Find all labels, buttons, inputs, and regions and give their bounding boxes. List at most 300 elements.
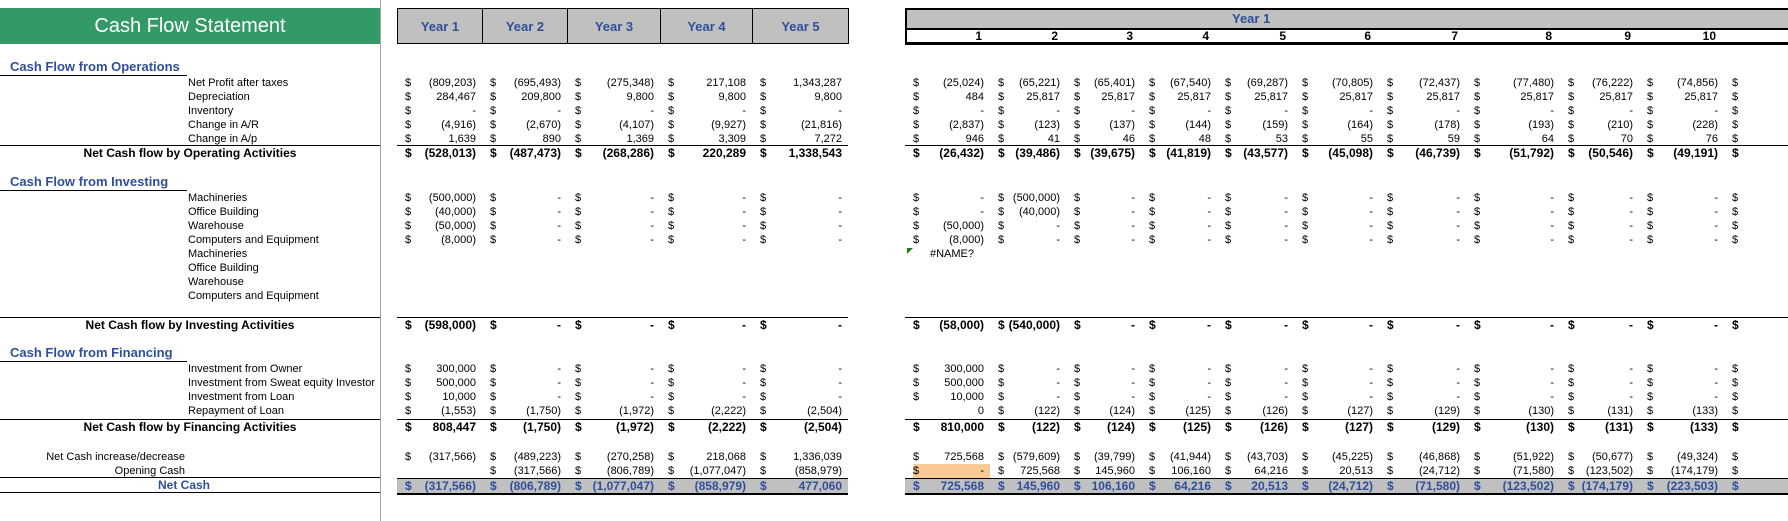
value-cell [1387, 404, 1466, 418]
value-cell [1074, 76, 1141, 90]
amount: - [650, 391, 654, 403]
currency-symbol: $ [490, 119, 497, 131]
month-header-5[interactable]: 5 [1279, 29, 1286, 43]
currency-symbol: $ [575, 465, 582, 477]
amount: 55 [1360, 133, 1373, 145]
value-cell [575, 233, 660, 247]
amount: - [1207, 363, 1211, 375]
currency-symbol: $ [1074, 377, 1081, 389]
value-cell [575, 464, 660, 478]
amount: - [980, 192, 984, 204]
currency-symbol: $ [1387, 119, 1394, 131]
currency-symbol: $ [1732, 420, 1739, 434]
currency-symbol: $ [1149, 465, 1156, 477]
amount: - [1207, 318, 1211, 332]
currency-symbol: $ [575, 234, 582, 246]
amount: (124) [1109, 405, 1135, 417]
error-value-cell[interactable]: #NAME? [930, 248, 975, 260]
month-header-9[interactable]: 9 [1624, 29, 1631, 43]
value-cell [1225, 76, 1294, 90]
currency-symbol: $ [1732, 318, 1739, 332]
currency-symbol: $ [760, 420, 767, 434]
amount: (806,789) [606, 465, 654, 477]
currency-symbol: $ [998, 405, 1005, 417]
amount: 59 [1447, 133, 1460, 145]
value-cell [998, 404, 1066, 418]
value-cell [1302, 132, 1379, 146]
value-cell [490, 404, 567, 418]
value-cell [1647, 132, 1724, 146]
row-label: Investment from Loan [188, 391, 295, 403]
value-cell [1225, 118, 1294, 132]
amount: (131) [1607, 405, 1633, 417]
value-cell [405, 146, 482, 160]
currency-symbol: $ [1568, 192, 1575, 204]
value-cell [1474, 479, 1560, 493]
monthly-period-label: Year 1 [1232, 11, 1271, 26]
amount: 70 [1620, 133, 1633, 145]
value-cell [1302, 233, 1379, 247]
amount: 7,272 [814, 133, 842, 145]
value-cell [1387, 90, 1466, 104]
currency-symbol: $ [998, 133, 1005, 145]
currency-symbol: $ [1225, 220, 1232, 232]
amount: 725,568 [1020, 465, 1060, 477]
amount: (2,222) [711, 405, 746, 417]
currency-symbol: $ [1302, 318, 1309, 332]
value-cell [1647, 362, 1724, 376]
value-cell [998, 233, 1066, 247]
amount: 76 [1705, 133, 1718, 145]
amount: (125) [1185, 405, 1211, 417]
currency-symbol: $ [668, 220, 675, 232]
row-label: Change in A/R [188, 119, 259, 131]
value-cell [913, 233, 990, 247]
currency-symbol: $ [1387, 91, 1394, 103]
currency-symbol: $ [575, 363, 582, 375]
currency-symbol: $ [760, 220, 767, 232]
currency-symbol: $ [1074, 206, 1081, 218]
amount: - [1207, 192, 1211, 204]
amount: (123) [1034, 119, 1060, 131]
amount: - [1131, 192, 1135, 204]
value-cell [405, 390, 482, 404]
currency-symbol: $ [668, 192, 675, 204]
currency-symbol: $ [1647, 391, 1654, 403]
currency-symbol: $ [668, 91, 675, 103]
year-header-label: Year 4 [687, 18, 726, 34]
value-cell [575, 191, 660, 205]
value-cell [1568, 191, 1639, 205]
amount: - [650, 377, 654, 389]
currency-symbol: $ [1149, 451, 1156, 463]
currency-symbol: $ [490, 405, 497, 417]
value-cell [1225, 205, 1294, 219]
value-cell [1074, 205, 1141, 219]
amount: - [1056, 363, 1060, 375]
currency-symbol: $ [1149, 133, 1156, 145]
month-header-10[interactable]: 10 [1702, 29, 1716, 43]
value-cell [1387, 464, 1466, 478]
net-cash-label: Net Cash [157, 478, 210, 492]
amount: (123,502) [1585, 465, 1633, 477]
currency-symbol: $ [1474, 363, 1481, 375]
amount: 145,960 [1016, 479, 1060, 493]
amount: (540,000) [1008, 318, 1060, 332]
month-header-6[interactable]: 6 [1364, 29, 1371, 43]
value-cell [913, 420, 990, 434]
year-header-2[interactable] [482, 8, 568, 44]
value-cell [1302, 205, 1379, 219]
value-cell [1225, 146, 1294, 160]
value-cell [490, 118, 567, 132]
amount: (24,712) [1328, 479, 1373, 493]
value-cell [575, 104, 660, 118]
value-cell [1474, 146, 1560, 160]
value-cell [760, 219, 848, 233]
amount: - [1629, 105, 1633, 117]
currency-symbol: $ [1302, 391, 1309, 403]
year-header-label: Year 3 [594, 18, 634, 34]
amount: - [1456, 234, 1460, 246]
error-indicator-icon[interactable] [907, 248, 913, 254]
value-cell [1387, 132, 1466, 146]
amount: (50,546) [1588, 146, 1633, 160]
amount: - [1714, 391, 1718, 403]
currency-symbol: $ [760, 234, 767, 246]
amount: (71,580) [1415, 479, 1460, 493]
value-cell [668, 464, 752, 478]
amount: (24,712) [1419, 465, 1460, 477]
currency-symbol: $ [1732, 451, 1739, 463]
amount: - [1131, 391, 1135, 403]
value-cell [405, 118, 482, 132]
currency-symbol: $ [1074, 405, 1081, 417]
amount: - [1369, 363, 1373, 375]
currency-symbol: $ [668, 318, 675, 332]
currency-symbol: $ [1225, 234, 1232, 246]
amount: (77,480) [1513, 77, 1554, 89]
value-cell [668, 90, 752, 104]
year-header-4[interactable] [660, 8, 753, 44]
amount: (1,077,047) [689, 465, 746, 477]
value-cell [1474, 219, 1560, 233]
value-cell [1302, 390, 1379, 404]
currency-symbol: $ [1225, 192, 1232, 204]
currency-symbol: $ [760, 391, 767, 403]
value-cell [998, 118, 1066, 132]
amount: (74,856) [1677, 77, 1718, 89]
value-cell [1302, 90, 1379, 104]
currency-symbol: $ [760, 405, 767, 417]
section-underline [0, 190, 187, 191]
value-cell [575, 376, 660, 390]
amount: (806,789) [509, 479, 561, 493]
amount: (21,816) [801, 119, 842, 131]
amount: (122) [1031, 420, 1060, 434]
amount: (127) [1347, 405, 1373, 417]
value-cell [1387, 233, 1466, 247]
value-cell [490, 376, 567, 390]
amount: - [650, 234, 654, 246]
currency-symbol: $ [1568, 420, 1575, 434]
amount: - [1629, 234, 1633, 246]
value-cell [1225, 132, 1294, 146]
amount: (51,792) [1509, 146, 1554, 160]
currency-symbol: $ [998, 451, 1005, 463]
amount: (270,258) [606, 451, 654, 463]
total-label: Net Cash flow by Operating Activities [83, 146, 297, 160]
currency-symbol: $ [575, 318, 582, 332]
currency-symbol: $ [1074, 363, 1081, 375]
value-cell [668, 404, 752, 418]
amount: (164) [1347, 119, 1373, 131]
amount: (2,837) [949, 119, 984, 131]
currency-symbol: $ [1387, 363, 1394, 375]
value-cell [1474, 390, 1560, 404]
amount: - [1456, 105, 1460, 117]
value-cell [575, 76, 660, 90]
amount: (8,000) [949, 234, 984, 246]
value-cell [1074, 219, 1141, 233]
value-cell [913, 362, 990, 376]
currency-symbol: $ [405, 133, 412, 145]
value-cell [1302, 420, 1379, 434]
value-cell [1647, 219, 1724, 233]
currency-symbol: $ [405, 451, 412, 463]
amount: - [472, 105, 476, 117]
currency-symbol: $ [1225, 318, 1232, 332]
amount: (129) [1431, 420, 1460, 434]
month-header-7[interactable]: 7 [1451, 29, 1458, 43]
month-header-3[interactable]: 3 [1126, 29, 1133, 43]
value-cell [1074, 132, 1141, 146]
value-cell [490, 233, 567, 247]
currency-symbol: $ [405, 146, 412, 160]
amount: 48 [1198, 133, 1211, 145]
year-header-5[interactable] [752, 8, 849, 44]
amount: - [1550, 234, 1554, 246]
currency-symbol: $ [913, 479, 920, 493]
currency-symbol: $ [668, 363, 675, 375]
value-cell [575, 90, 660, 104]
amount: - [1207, 220, 1211, 232]
amount: - [838, 192, 842, 204]
amount: (72,437) [1419, 77, 1460, 89]
value-cell [1149, 404, 1217, 418]
amount: - [838, 206, 842, 218]
value-cell [998, 132, 1066, 146]
value-cell [1647, 76, 1724, 90]
value-cell [1225, 404, 1294, 418]
value-cell [490, 362, 567, 376]
value-cell [1074, 362, 1141, 376]
amount: - [650, 220, 654, 232]
amount: - [1714, 192, 1718, 204]
value-cell [760, 420, 848, 434]
currency-symbol: $ [1302, 192, 1309, 204]
month-header-4[interactable]: 4 [1202, 29, 1209, 43]
year-header-label: Year 1 [420, 18, 460, 34]
currency-symbol: $ [1647, 405, 1654, 417]
currency-symbol: $ [1149, 479, 1156, 493]
amount: (45,225) [1332, 451, 1373, 463]
value-cell [1474, 376, 1560, 390]
currency-symbol: $ [1074, 133, 1081, 145]
total-label: Net Cash flow by Financing Activities [83, 420, 297, 434]
currency-symbol: $ [405, 405, 412, 417]
currency-symbol: $ [1387, 220, 1394, 232]
value-cell [1568, 205, 1639, 219]
currency-symbol: $ [1387, 451, 1394, 463]
currency-symbol: $ [405, 119, 412, 131]
currency-symbol: $ [1732, 377, 1739, 389]
currency-symbol: $ [998, 363, 1005, 375]
row-label: Warehouse [188, 220, 244, 232]
month-header-1[interactable]: 1 [975, 29, 982, 43]
currency-symbol: $ [913, 234, 920, 246]
currency-symbol: $ [490, 91, 497, 103]
amount: (2,670) [526, 119, 561, 131]
currency-symbol: $ [1302, 363, 1309, 375]
currency-symbol: $ [1225, 119, 1232, 131]
value-cell [490, 146, 567, 160]
amount: (125) [1182, 420, 1211, 434]
currency-symbol: $ [1302, 77, 1309, 89]
amount: (50,000) [943, 220, 984, 232]
currency-symbol: $ [1225, 105, 1232, 117]
month-header-2[interactable]: 2 [1051, 29, 1058, 43]
value-cell [1149, 191, 1217, 205]
value-cell [1074, 376, 1141, 390]
currency-symbol: $ [1732, 146, 1739, 160]
currency-symbol: $ [668, 391, 675, 403]
currency-symbol: $ [1074, 91, 1081, 103]
amount: - [1207, 234, 1211, 246]
currency-symbol: $ [1302, 146, 1309, 160]
value-cell [1647, 450, 1724, 464]
value-cell [760, 450, 848, 464]
year-header-1[interactable] [397, 8, 483, 44]
currency-symbol: $ [1568, 220, 1575, 232]
amount: - [557, 105, 561, 117]
row-label: Machineries [188, 248, 248, 260]
currency-symbol: $ [490, 146, 497, 160]
currency-symbol: $ [1387, 133, 1394, 145]
value-cell [1149, 90, 1217, 104]
amount: (70,805) [1332, 77, 1373, 89]
value-cell [575, 118, 660, 132]
currency-symbol: $ [1225, 133, 1232, 145]
currency-symbol: $ [1074, 77, 1081, 89]
currency-symbol: $ [1732, 405, 1739, 417]
value-cell [1568, 233, 1639, 247]
value-cell [1387, 118, 1466, 132]
value-cell [1647, 146, 1724, 160]
amount: - [1056, 377, 1060, 389]
value-cell [913, 318, 990, 332]
amount: (4,916) [441, 119, 476, 131]
currency-symbol: $ [575, 220, 582, 232]
amount: (159) [1262, 119, 1288, 131]
currency-symbol: $ [760, 91, 767, 103]
value-cell [998, 479, 1066, 493]
amount: - [1369, 377, 1373, 389]
amount: (144) [1185, 119, 1211, 131]
value-cell [1149, 318, 1217, 332]
currency-symbol: $ [913, 391, 920, 403]
value-cell [913, 132, 990, 146]
amount: 46 [1122, 133, 1135, 145]
amount: 25,817 [1684, 91, 1718, 103]
value-cell [913, 76, 990, 90]
value-cell [913, 390, 990, 404]
amount: (49,324) [1677, 451, 1718, 463]
value-cell [760, 104, 848, 118]
month-header-8[interactable]: 8 [1545, 29, 1552, 43]
value-cell [1074, 118, 1141, 132]
amount: 20,513 [1251, 479, 1288, 493]
currency-symbol: $ [405, 192, 412, 204]
amount: 106,160 [1171, 465, 1211, 477]
value-cell [405, 132, 482, 146]
value-cell [1225, 233, 1294, 247]
currency-symbol: $ [1474, 220, 1481, 232]
row-label: Investment from Owner [188, 363, 303, 375]
amount: 220,289 [702, 146, 746, 160]
value-cell [668, 479, 752, 493]
amount: (45,098) [1328, 146, 1373, 160]
currency-symbol: $ [760, 318, 767, 332]
amount: - [1629, 192, 1633, 204]
currency-symbol: $ [760, 206, 767, 218]
currency-symbol: $ [1568, 234, 1575, 246]
page-title-banner [0, 8, 380, 44]
row-label: Net Profit after taxes [188, 77, 289, 89]
currency-symbol: $ [913, 377, 920, 389]
amount: - [1629, 206, 1633, 218]
year-header-3[interactable] [567, 8, 661, 44]
amount: (65,401) [1094, 77, 1135, 89]
currency-symbol: $ [1225, 465, 1232, 477]
value-cell [1302, 219, 1379, 233]
amount: - [1550, 318, 1554, 332]
value-cell [1568, 132, 1639, 146]
amount: - [742, 391, 746, 403]
amount: (178) [1434, 119, 1460, 131]
amount: (39,799) [1094, 451, 1135, 463]
currency-symbol: $ [1647, 77, 1654, 89]
value-cell [1149, 479, 1217, 493]
amount: - [1131, 206, 1135, 218]
net-change-label: Net Cash increase/decrease [46, 451, 185, 463]
currency-symbol: $ [1474, 119, 1481, 131]
amount: 1,343,287 [793, 77, 842, 89]
amount: 209,800 [521, 91, 561, 103]
currency-symbol: $ [1149, 318, 1156, 332]
value-cell [1647, 390, 1724, 404]
amount: 9,800 [626, 91, 654, 103]
currency-symbol: $ [998, 77, 1005, 89]
value-cell [1647, 318, 1724, 332]
value-cell [668, 450, 752, 464]
value-cell [1225, 362, 1294, 376]
value-cell [1474, 450, 1560, 464]
value-cell [405, 90, 482, 104]
currency-symbol: $ [1074, 192, 1081, 204]
amount: - [1629, 318, 1633, 332]
currency-symbol: $ [913, 420, 920, 434]
